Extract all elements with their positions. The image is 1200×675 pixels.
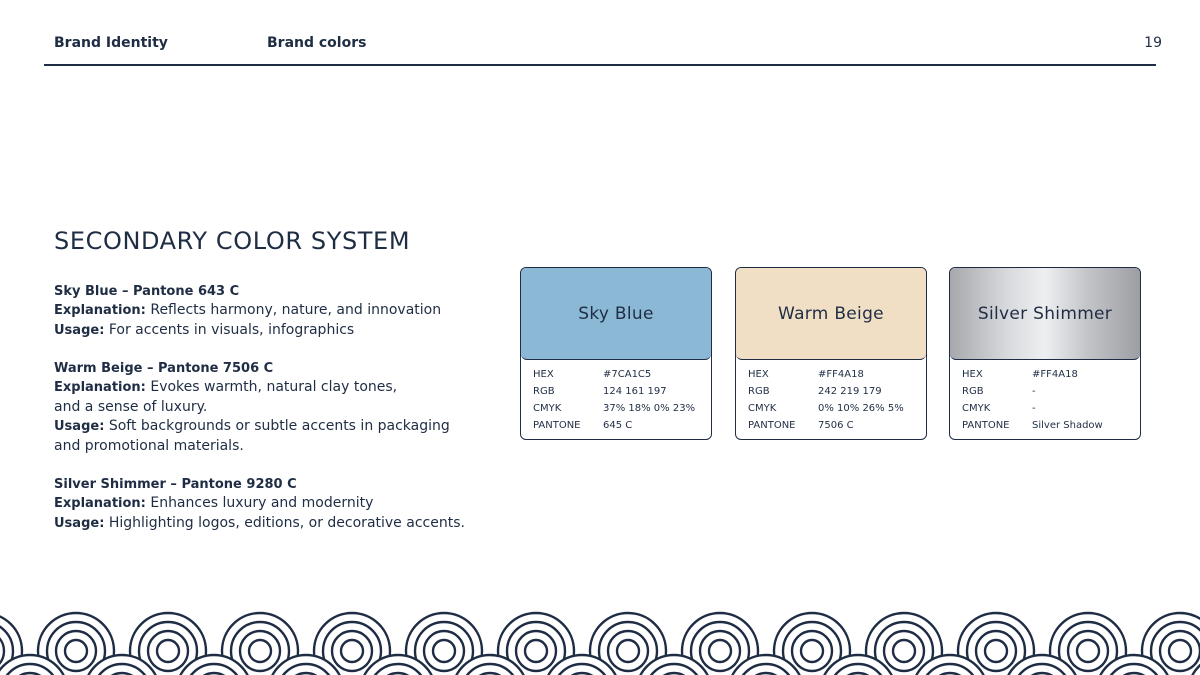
color-spec-table — [533, 366, 695, 434]
usage-label: Usage: — [54, 322, 105, 338]
spec-row-rgb — [748, 383, 904, 400]
spec-label: CMYK — [533, 403, 562, 414]
spec-value: - — [1032, 386, 1036, 397]
color-swatch — [521, 268, 711, 360]
explanation-text: Evokes warmth, natural clay tones, — [150, 379, 398, 396]
spec-row-hex — [962, 366, 1103, 383]
color-description-silver-shimmer — [54, 475, 514, 533]
subsection-title: Brand colors — [267, 35, 367, 51]
spec-value: - — [1032, 403, 1036, 414]
color-description-sky-blue — [54, 282, 514, 340]
color-swatch — [950, 268, 1140, 360]
color-swatch — [736, 268, 926, 360]
spec-value: Silver Shadow — [1032, 420, 1103, 431]
spec-label: HEX — [533, 369, 554, 380]
explanation-text: Enhances luxury and modernity — [150, 495, 374, 512]
description-usage-continued: and promotional materials. — [54, 437, 244, 454]
color-description-warm-beige — [54, 359, 514, 456]
spec-row-hex — [533, 366, 695, 383]
page-number: 19 — [1144, 35, 1162, 51]
header-divider — [44, 64, 1156, 66]
spec-value: #FF4A18 — [818, 369, 864, 380]
page-header — [44, 0, 1162, 66]
wave-circle-pattern — [0, 600, 1200, 675]
spec-value: 7506 C — [818, 420, 854, 431]
usage-text: For accents in visuals, infographics — [108, 321, 355, 338]
spec-label: PANTONE — [748, 420, 796, 431]
description-usage — [54, 417, 514, 436]
usage-label: Usage: — [54, 419, 105, 435]
description-usage — [54, 321, 514, 340]
color-card-sky-blue — [520, 267, 712, 440]
swatch-label: Warm Beige — [778, 303, 884, 324]
spec-value: #7CA1C5 — [603, 369, 652, 380]
spec-row-hex — [748, 366, 904, 383]
spec-label: RGB — [533, 386, 555, 397]
spec-label: PANTONE — [533, 420, 581, 431]
spec-value: 645 C — [603, 420, 633, 431]
spec-label: PANTONE — [962, 420, 1010, 431]
spec-row-cmyk — [748, 400, 904, 417]
explanation-text: Reflects harmony, nature, and innovation — [150, 302, 442, 319]
color-card-warm-beige — [735, 267, 927, 440]
usage-label: Usage: — [54, 515, 105, 531]
spec-value: 124 161 197 — [603, 386, 667, 397]
description-explanation-continued: and a sense of luxury. — [54, 398, 208, 415]
spec-row-cmyk — [962, 400, 1103, 417]
spec-label: CMYK — [962, 403, 991, 414]
spec-row-rgb — [962, 383, 1103, 400]
explanation-label: Explanation: — [54, 303, 146, 319]
spec-value: #FF4A18 — [1032, 369, 1078, 380]
description-heading: Warm Beige – Pantone 7506 C — [54, 361, 274, 376]
spec-row-pantone — [962, 417, 1103, 434]
description-explanation — [54, 378, 514, 397]
description-explanation — [54, 301, 514, 320]
spec-label: RGB — [962, 386, 984, 397]
spec-row-rgb — [533, 383, 695, 400]
page-title: SECONDARY COLOR SYSTEM — [54, 227, 411, 256]
swatch-label: Sky Blue — [578, 303, 654, 324]
spec-label: HEX — [748, 369, 769, 380]
description-explanation — [54, 494, 514, 513]
spec-label: CMYK — [748, 403, 777, 414]
color-spec-table — [962, 366, 1103, 434]
explanation-label: Explanation: — [54, 496, 146, 512]
color-spec-table — [748, 366, 904, 434]
description-usage — [54, 514, 514, 533]
spec-row-pantone — [748, 417, 904, 434]
spec-value: 242 219 179 — [818, 386, 882, 397]
spec-value: 0% 10% 26% 5% — [818, 403, 904, 414]
spec-value: 37% 18% 0% 23% — [603, 403, 696, 414]
usage-text: Soft backgrounds or subtle accents in packaging — [108, 418, 450, 435]
description-heading: Silver Shimmer – Pantone 9280 C — [54, 477, 297, 492]
description-heading: Sky Blue – Pantone 643 C — [54, 284, 240, 299]
spec-label: RGB — [748, 386, 770, 397]
spec-row-pantone — [533, 417, 695, 434]
section-title: Brand Identity — [54, 35, 168, 51]
color-card-silver-shimmer — [949, 267, 1141, 440]
spec-row-cmyk — [533, 400, 695, 417]
spec-label: HEX — [962, 369, 983, 380]
explanation-label: Explanation: — [54, 380, 146, 396]
usage-text: Highlighting logos, editions, or decorative accents. — [108, 514, 465, 531]
swatch-label: Silver Shimmer — [977, 303, 1113, 324]
